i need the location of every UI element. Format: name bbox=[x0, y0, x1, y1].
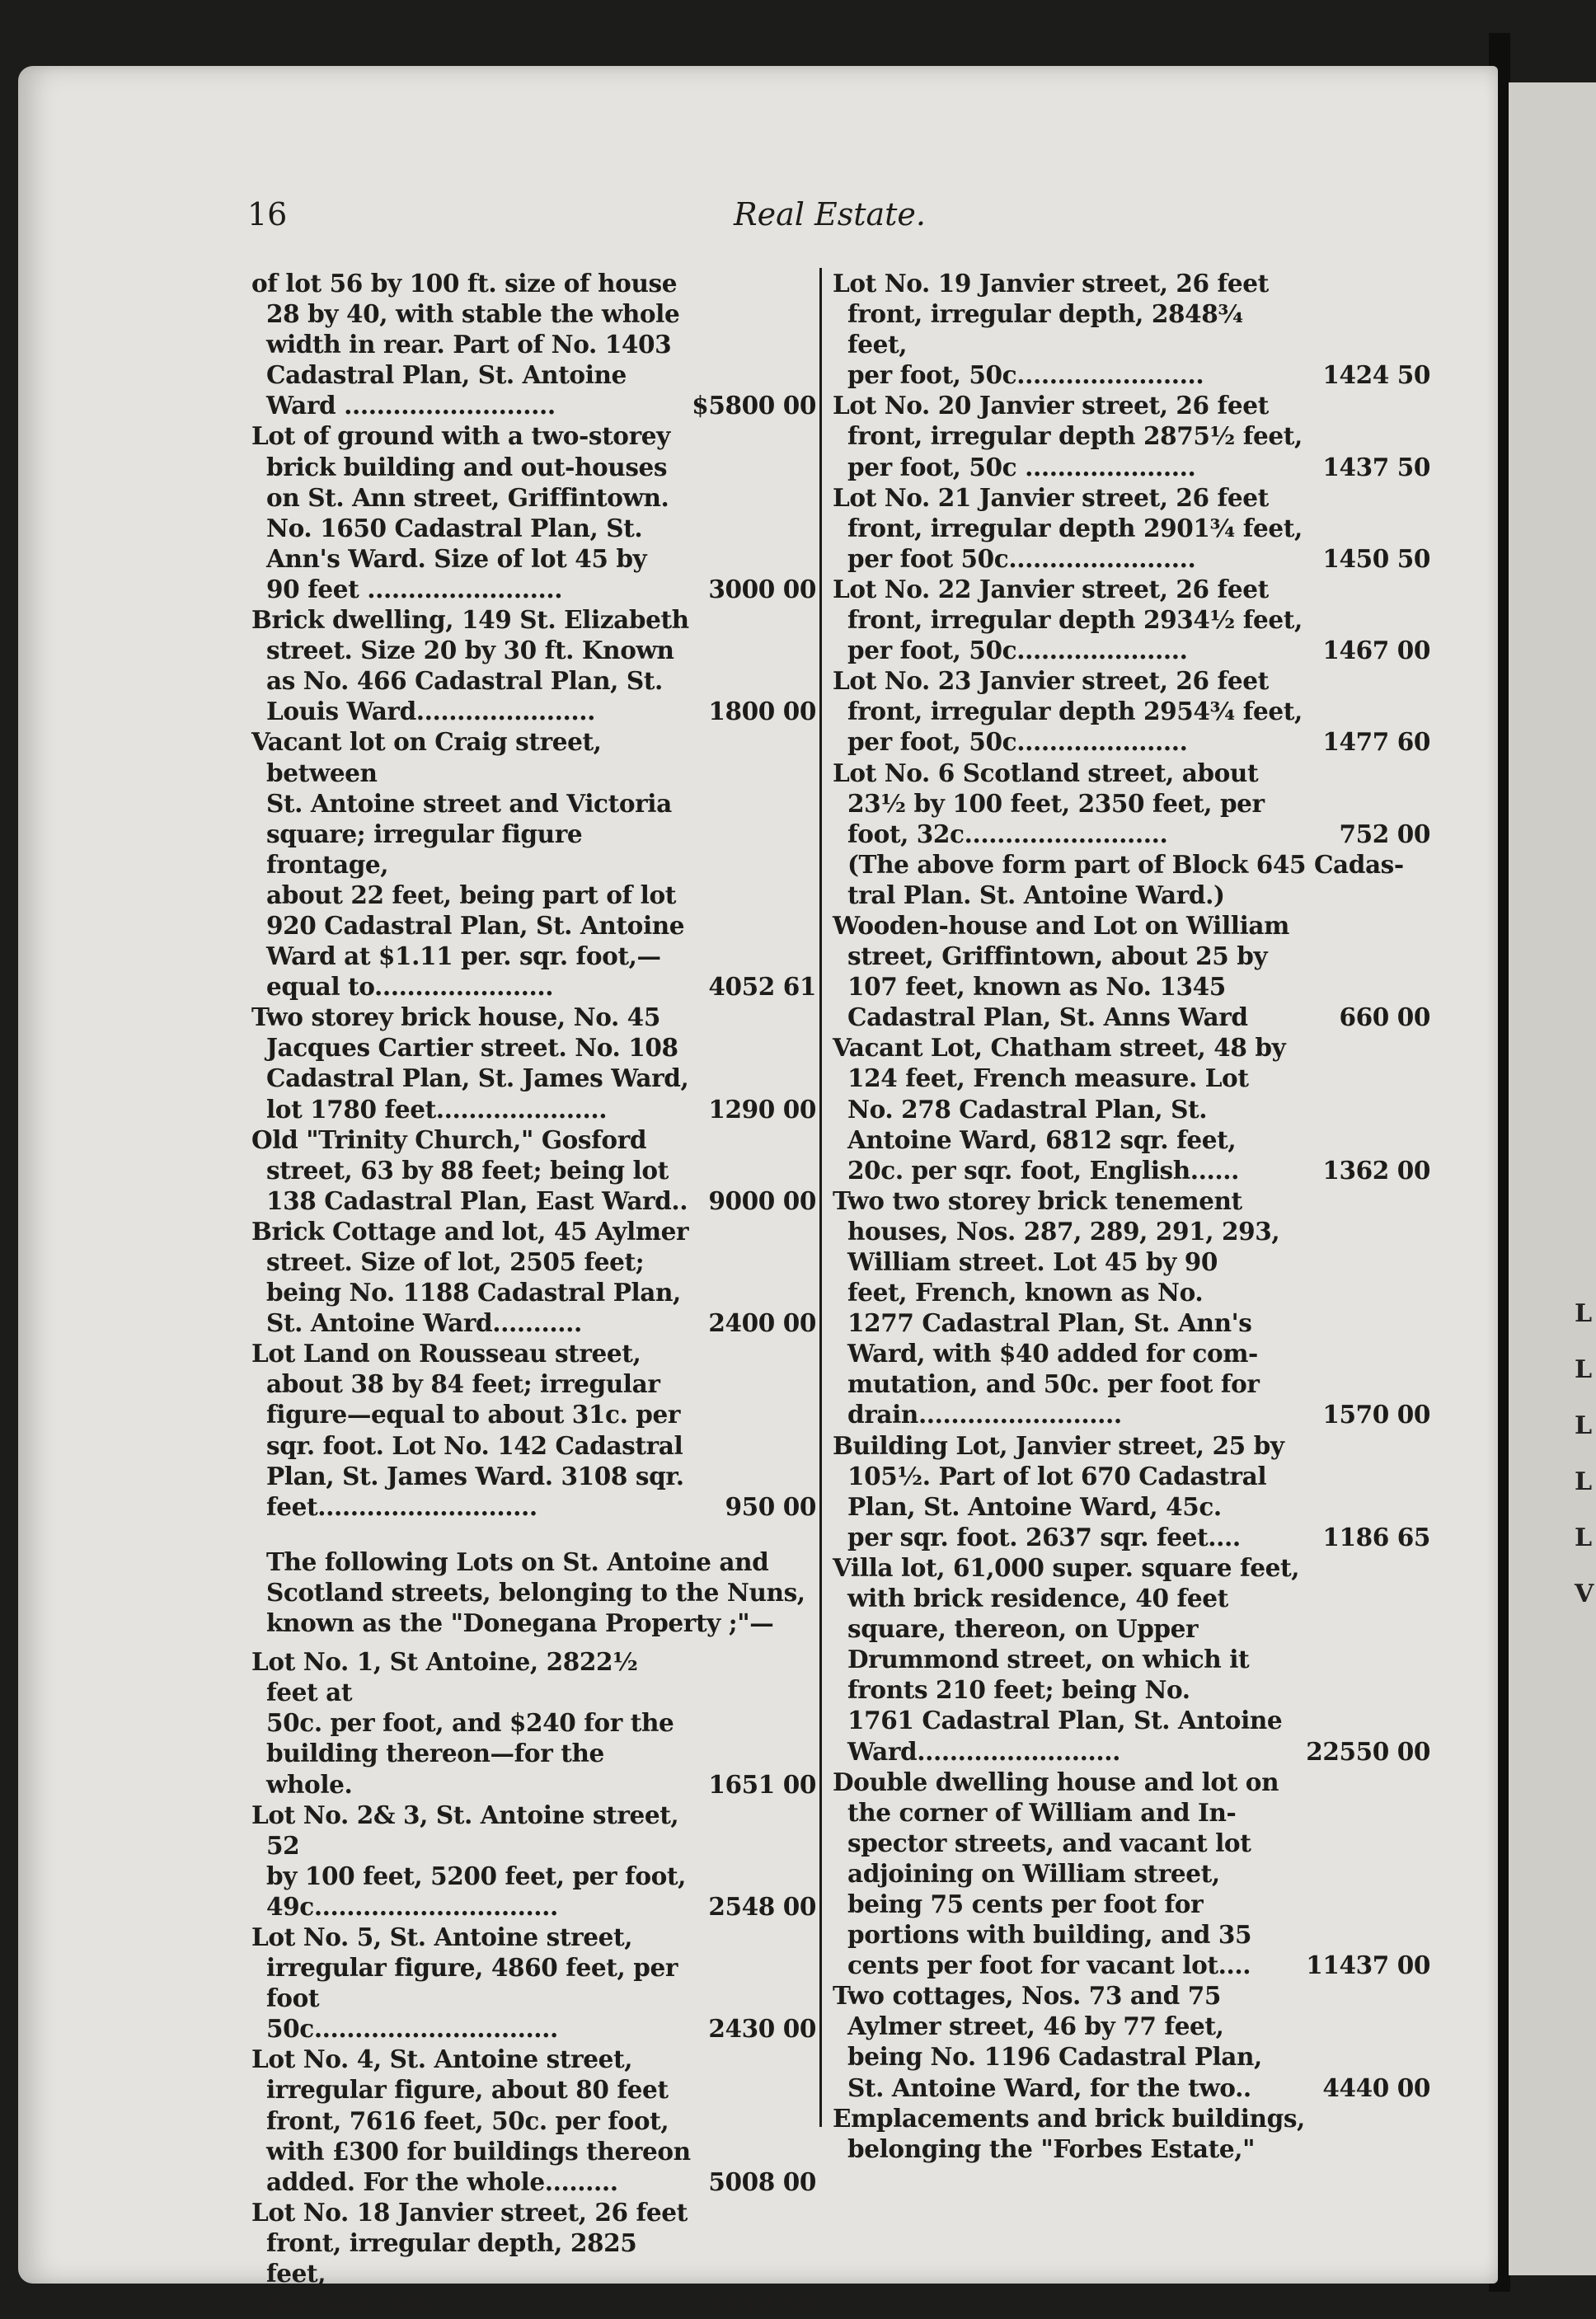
listing-amount: 1290 00 bbox=[708, 1094, 816, 1124]
page-number: 16 bbox=[247, 196, 288, 232]
listing-amount: 2430 00 bbox=[708, 2014, 816, 2044]
listing-entry bbox=[833, 1430, 1430, 1552]
listing-entry bbox=[251, 2197, 816, 2319]
listing-description: Lot No. 6 Scotland street, about 23½ by 100 feet, 2350 feet, per foot, 32c......................... bbox=[833, 758, 1265, 848]
listing-description: Two cottages, Nos. 73 and 75 Aylmer street, 46 by 77 feet, being No. 1196 Cadastral Plan, St. Antoine Ward, for the two.. bbox=[833, 1981, 1262, 2102]
listing-amount: 1424 50 bbox=[1322, 360, 1430, 390]
listing-entry bbox=[833, 758, 1430, 849]
listing-amount: 11437 00 bbox=[1306, 1950, 1430, 1980]
listing-description: Lot No. 4, St. Antoine street, irregular figure, about 80 feet front, 7616 feet, 50c. per foot, with £300 for buildings thereon added. For the whole......... bbox=[251, 2044, 691, 2196]
listing-entry bbox=[251, 420, 816, 604]
listing-description: Wooden-house and Lot on William street, Griffintown, about 25 by 107 feet, known as No. 1345 Cadastral Plan, St. Anns Ward bbox=[833, 910, 1289, 1032]
listing-amount: 22550 00 bbox=[1306, 1736, 1430, 1766]
listing-amount: 1651 00 bbox=[708, 1769, 816, 1799]
listing-description: Vacant lot on Craig street, between St. Antoine street and Victoria square; irregular figure frontage, about 22 feet, being part of lot 920 Cadastral Plan, St. Antoine Ward at $1.11 per. sqr. foot,— equal to...................... bbox=[251, 727, 685, 1002]
listing-amount: 2400 00 bbox=[708, 1308, 816, 1338]
facing-page-fragment: L L L L L V bbox=[1575, 1299, 1594, 1608]
listing-entry bbox=[833, 665, 1430, 757]
listing-entry bbox=[833, 1032, 1430, 1185]
page-header bbox=[247, 196, 1360, 246]
listing-amount: 950 00 bbox=[725, 1491, 816, 1521]
listing-description: Lot Land on Rousseau street, about 38 by 84 feet; irregular figure—equal to about 31c. per sqr. foot. Lot No. 142 Cadastral Plan, St. James Ward. 3108 sqr. feet........................... bbox=[251, 1339, 684, 1521]
listing-amount: 4052 61 bbox=[708, 972, 816, 1002]
listing-description: Two two storey brick tenement houses, Nos. 287, 289, 291, 293, William street. Lot 45 by 90 feet, French, known as No. 1277 Cadastral Plan, St. Ann's Ward, with $40 added for com- mutation, and 50c. per foot for drain......................... bbox=[833, 1185, 1280, 1429]
listing-description: Vacant Lot, Chatham street, 48 by 124 feet, French measure. Lot No. 278 Cadastral Plan, St. Antoine Ward, 6812 sqr. feet, 20c. per sqr. foot, English...... bbox=[833, 1033, 1286, 1185]
listing-entry bbox=[251, 726, 816, 1002]
section-intro: The following Lots on St. Antoine and Scotland streets, belonging to the Nuns, known as the "Donegana Property ;"— bbox=[266, 1547, 805, 1638]
listing-entry bbox=[251, 604, 816, 726]
listing-amount: 1477 60 bbox=[1322, 727, 1430, 757]
listing-description: Lot No. 5, St. Antoine street, irregular figure, 4860 feet, per foot 50c.............................. bbox=[251, 1922, 678, 2044]
listing-entry bbox=[251, 1922, 816, 2044]
listing-entry bbox=[251, 2044, 816, 2196]
listing-description: Double dwelling house and lot on the corner of William and In- spector streets, and vacant lot adjoining on William street, being 75 cents per foot for portions with building, and 35 cents per foot for vacant lot.... bbox=[833, 1767, 1279, 1980]
listing-entry bbox=[833, 910, 1430, 1032]
listing-entry bbox=[251, 268, 816, 420]
listing-entry bbox=[251, 1124, 816, 1216]
listing-entry bbox=[251, 1800, 816, 1922]
listing-description: Villa lot, 61,000 super. square feet, with brick residence, 40 feet square, thereon, on Upper Drummond street, on which it fronts 210 feet; being No. 1761 Cadastral Plan, St. Antoine Ward......................... bbox=[833, 1552, 1300, 1766]
listing-entry bbox=[251, 1646, 816, 1799]
listing-description: Emplacements and brick buildings, belonging the "Forbes Estate," bbox=[833, 2103, 1305, 2163]
listing-amount: 9000 00 bbox=[708, 1185, 816, 1215]
listing-description: Building Lot, Janvier street, 25 by 105½. Part of lot 670 Cadastral Plan, St. Antoine Ward, 45c. per sqr. foot. 2637 sqr. feet.... bbox=[833, 1430, 1284, 1551]
facing-page-edge bbox=[1509, 82, 1596, 2275]
listing-amount: 2548 00 bbox=[708, 1891, 816, 1921]
listing-entry bbox=[833, 482, 1430, 574]
listing-description: Lot No. 19 Janvier street, 26 feet front, irregular depth, 2848¾ feet, per foot, 50c....................... bbox=[833, 269, 1269, 390]
listing-entry bbox=[833, 1767, 1430, 1981]
listing-description: Lot No. 1, St Antoine, 2822½ feet at 50c. per foot, and $240 for the building thereon—for the whole. bbox=[251, 1647, 674, 1799]
listing-entry bbox=[251, 1338, 816, 1522]
running-title: Real Estate. bbox=[734, 196, 926, 232]
listing-amount: 1800 00 bbox=[708, 697, 816, 726]
listing-entry bbox=[833, 1552, 1430, 1767]
listing-amount: $5800 00 bbox=[692, 391, 816, 420]
right-column bbox=[833, 268, 1430, 2164]
listing-description: Lot No. 22 Janvier street, 26 feet front, irregular depth 2934½ feet, per foot, 50c..................... bbox=[833, 574, 1303, 665]
listing-amount: 3000 00 bbox=[708, 574, 816, 603]
listing-amount: 752 00 bbox=[1339, 819, 1430, 848]
listing-description: Lot No. 20 Janvier street, 26 feet front, irregular depth 2875½ feet, per foot, 50c ..................... bbox=[833, 391, 1303, 481]
listing-amount: 1467 00 bbox=[1322, 636, 1430, 665]
listing-description: Lot No. 21 Janvier street, 26 feet front, irregular depth 2901¾ feet, per foot 50c....................... bbox=[833, 482, 1303, 573]
listing-description: Brick Cottage and lot, 45 Aylmer street. Size of lot, 2505 feet; being No. 1188 Cadastral Plan, St. Antoine Ward........... bbox=[251, 1216, 689, 1338]
listing-entry bbox=[833, 268, 1430, 390]
listing-description: Two storey brick house, No. 45 Jacques Cartier street. No. 108 Cadastral Plan, St. James Ward, lot 1780 feet..................... bbox=[251, 1002, 689, 1124]
listing-amount: 1570 00 bbox=[1322, 1400, 1430, 1429]
listing-entry bbox=[251, 1002, 816, 1124]
listing-description: Old "Trinity Church," Gosford street, 63 by 88 feet; being lot 138 Cadastral Plan, East Ward.. bbox=[251, 1124, 688, 1215]
listing-amount: 1450 50 bbox=[1322, 543, 1430, 573]
left-column bbox=[251, 268, 816, 2319]
listing-amount: 1412 50 bbox=[708, 2289, 816, 2319]
listing-description: Lot No. 18 Janvier street, 26 feet front, irregular depth, 2825 feet, per foot, 50c.................... bbox=[251, 2197, 688, 2319]
listing-description: of lot 56 by 100 ft. size of house 28 by 40, with stable the whole width in rear. Part of No. 1403 Cadastral Plan, St. Antoine Ward .......................... bbox=[251, 269, 680, 420]
listing-entry bbox=[251, 1216, 816, 1338]
listing-amount: 1362 00 bbox=[1322, 1155, 1430, 1185]
listing-entry bbox=[833, 1185, 1430, 1430]
block-note: (The above form part of Block 645 Cadas- tral Plan. St. Antoine Ward.) bbox=[847, 849, 1404, 909]
listing-entry bbox=[833, 2103, 1430, 2164]
listing-amount: 5008 00 bbox=[708, 2166, 816, 2196]
listing-description: Lot No. 2& 3, St. Antoine street, 52 by 100 feet, 5200 feet, per foot, 49c.............................. bbox=[251, 1800, 686, 1921]
listing-amount: 4440 00 bbox=[1322, 2073, 1430, 2102]
listing-description: Brick dwelling, 149 St. Elizabeth street. Size 20 by 30 ft. Known as No. 466 Cadastral Plan, St. Louis Ward...................... bbox=[251, 605, 689, 726]
column-divider bbox=[819, 268, 822, 2127]
listing-amount: 1437 50 bbox=[1322, 452, 1430, 481]
listing-entry bbox=[833, 1980, 1430, 2102]
listing-description: Lot of ground with a two-storey brick building and out-houses on St. Ann street, Griffintown. No. 1650 Cadastral Plan, St. Ann's Ward. Size of lot 45 by 90 feet ........................ bbox=[251, 421, 670, 603]
listing-entry bbox=[833, 574, 1430, 665]
listing-entry bbox=[833, 390, 1430, 481]
listing-description: Lot No. 23 Janvier street, 26 feet front, irregular depth 2954¾ feet, per foot, 50c..................... bbox=[833, 666, 1303, 757]
listing-amount: 1186 65 bbox=[1322, 1522, 1430, 1551]
listing-amount: 660 00 bbox=[1339, 1002, 1430, 1032]
